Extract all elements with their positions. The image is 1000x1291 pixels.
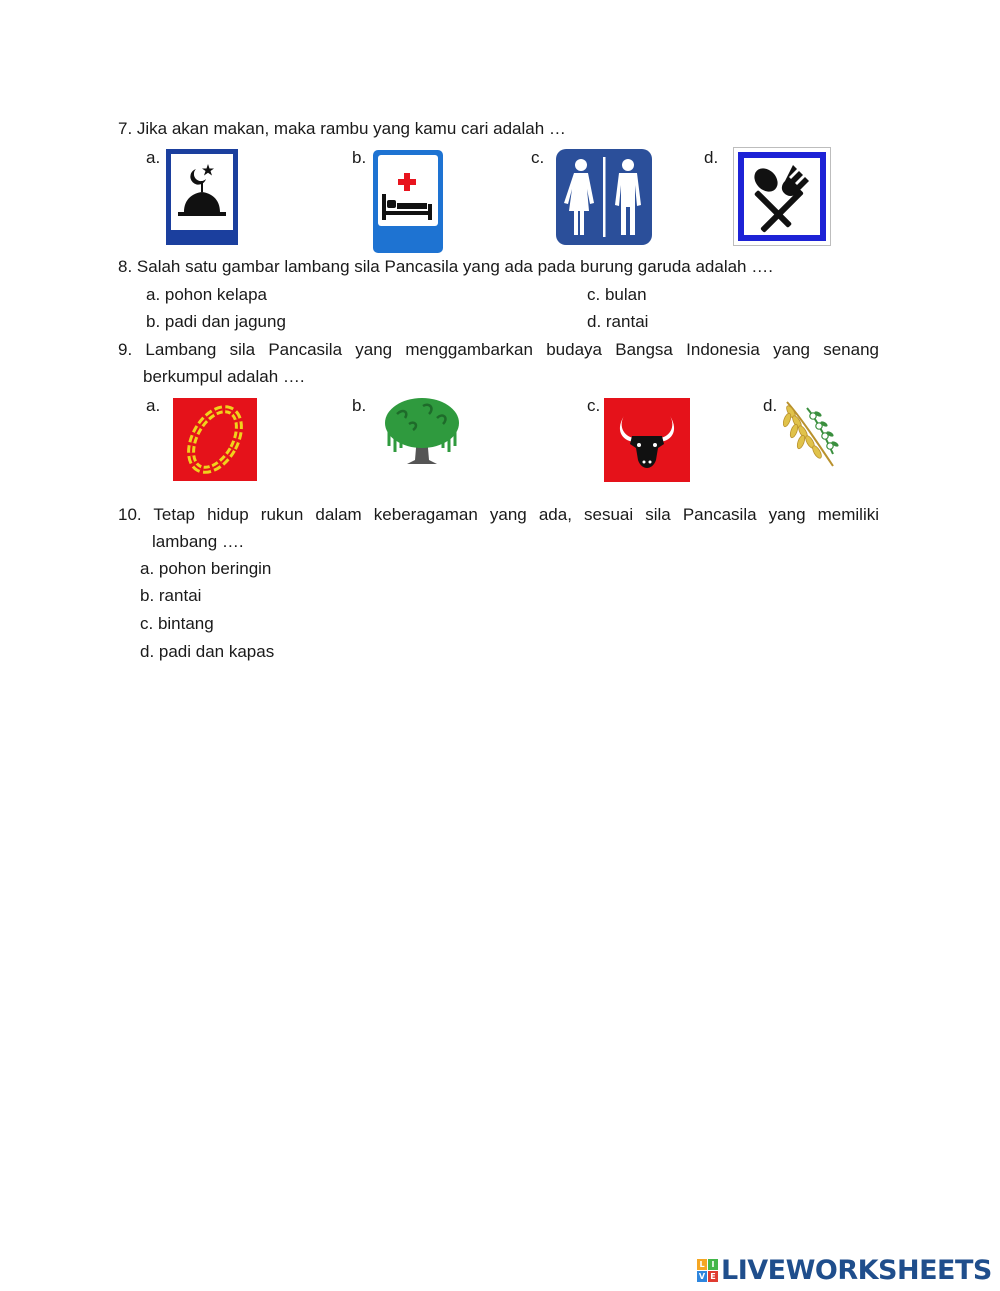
q7-label-d: d. [704,148,719,167]
bull-head-icon [604,398,690,482]
logo-letter: L [697,1259,707,1270]
q9-label-c: c. [587,396,601,415]
q8-option-d[interactable]: d. rantai [587,312,649,331]
q9-question-line1: 9. Lambang sila Pancasila yang menggambarkan budaya Bangsa Indonesia yang senang [118,340,879,359]
q8-option-a[interactable]: a. pohon kelapa [146,285,267,304]
q9-option-b-image[interactable] [383,396,461,468]
restaurant-sign-icon [733,147,831,246]
q7-label-b: b. [352,148,367,167]
banyan-tree-icon [383,396,461,468]
q7-question: 7. Jika akan makan, maka rambu yang kamu cari adalah … [118,119,566,138]
q10-question-line1: 10. Tetap hidup rukun dalam keberagaman yang ada, sesuai sila Pancasila yang memiliki [118,505,879,524]
q7-option-b-image[interactable] [373,150,443,253]
q7-option-d-image[interactable] [733,147,831,246]
q9-option-a-image[interactable] [173,398,257,481]
logo-letter: V [698,1272,706,1281]
q8-option-b[interactable]: b. padi dan jagung [146,312,286,331]
logo-mark-icon [697,1259,718,1282]
q10-option-c[interactable]: c. bintang [140,614,214,633]
chain-icon [173,398,257,481]
logo-letter: I [708,1259,718,1270]
q9-label-a: a. [146,396,161,415]
q8-option-c[interactable]: c. bulan [587,285,647,304]
rice-cotton-icon [783,398,841,468]
liveworksheets-logo[interactable] [697,1255,992,1286]
q7-label-a: a. [146,148,161,167]
mosque-sign-icon [166,149,238,245]
logo-letter: E [708,1271,718,1282]
q7-option-a-image[interactable] [166,149,238,245]
q10-option-a[interactable]: a. pohon beringin [140,559,272,578]
q9-label-d: d. [763,396,778,415]
q8-question: 8. Salah satu gambar lambang sila Pancasila yang ada pada burung garuda adalah …. [118,257,773,276]
restroom-sign-icon [556,149,652,245]
q9-option-c-image[interactable] [604,398,690,482]
q10-option-b[interactable]: b. rantai [140,586,202,605]
brand-name: LIVEWORKSHEETS [721,1255,992,1286]
q9-option-d-image[interactable] [783,398,841,468]
q9-question-line2: berkumpul adalah …. [143,367,305,386]
q9-label-b: b. [352,396,367,415]
q10-question-line2: lambang …. [152,532,244,551]
q7-label-c: c. [531,148,545,167]
hospital-sign-icon [373,150,443,253]
q7-option-c-image[interactable] [556,149,652,245]
q10-option-d[interactable]: d. padi dan kapas [140,642,275,661]
